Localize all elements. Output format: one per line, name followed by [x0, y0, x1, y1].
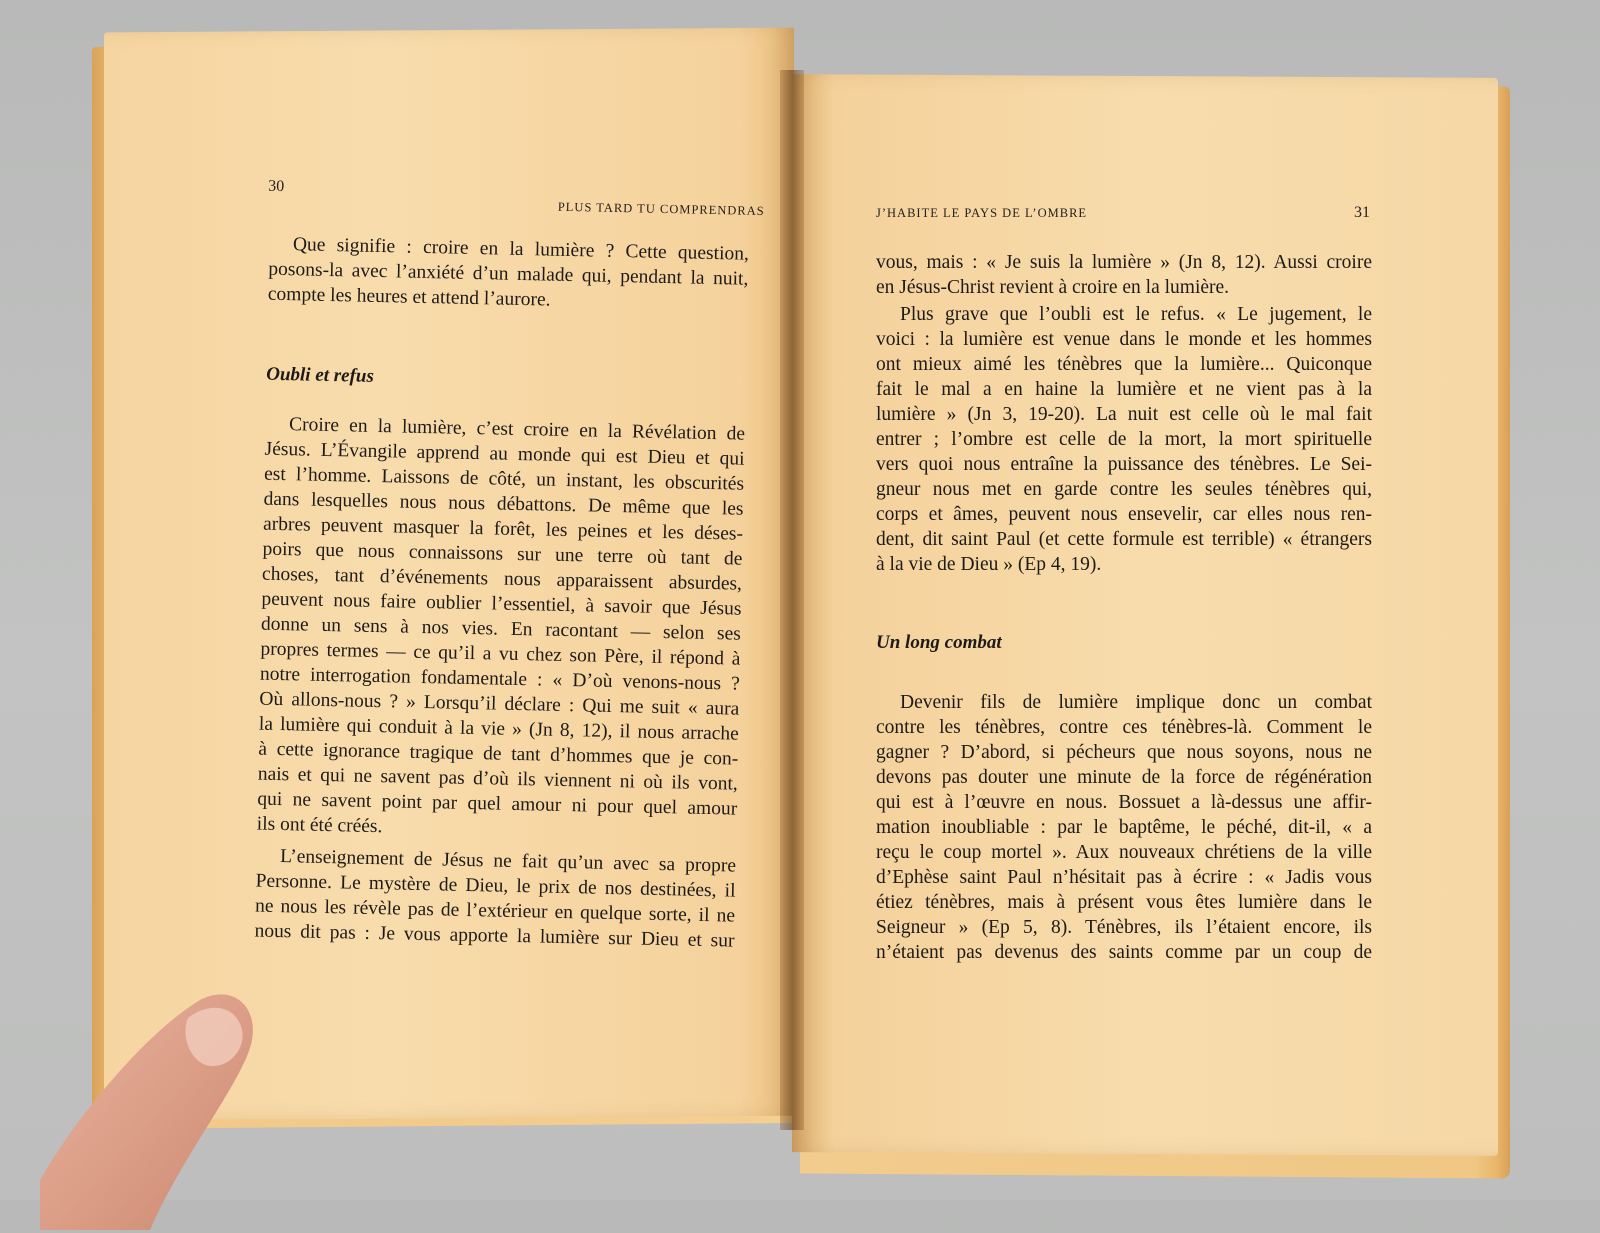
text-line: choses, tant d’événements nous apparaissent absurdes, — [261, 563, 743, 595]
text-line: vous, mais : « Je suis la lumière » (Jn 8, 12). Aussi croire — [876, 252, 1372, 273]
text-line: la lumière qui conduit à la vie » (Jn 8, 12), il nous arrache — [258, 713, 740, 745]
text-line: qui ne savent point par quel amour ni pour quel amour — [257, 788, 738, 820]
text-line: étiez ténèbres, mais à présent vous êtes lumière dans le — [876, 892, 1372, 913]
right-section-heading: Un long combat — [876, 632, 1002, 653]
text-line: mation inoubliable : par le baptême, le péché, dit-il, « a — [876, 817, 1372, 838]
text-line: contre les ténèbres, contre ces ténèbres-là. Comment le — [876, 717, 1372, 738]
right-paragraph-1 — [876, 250, 1372, 300]
text-line: posons-la avec l’anxiété d’un malade qui, pendant la nuit, — [268, 258, 749, 290]
text-line: à la vie de Dieu » (Ep 4, 19). — [876, 554, 1102, 575]
text-line: arbres peuvent masquer la forêt, les peines et les déses- — [262, 513, 744, 545]
text-line: fait le mal a en haine la lumière et ne vient pas à la — [876, 379, 1372, 400]
text-line: d’Ephèse saint Paul n’hésitait pas à écrire : « Jadis vous — [876, 867, 1372, 888]
text-line: gagner ? D’abord, si pécheurs que nous soyons, nous ne — [876, 742, 1372, 763]
text-line: Jésus. L’Évangile apprend au monde qui est Dieu et qui — [264, 438, 745, 470]
text-line: L’enseignement de Jésus ne fait qu’un avec sa propre — [279, 846, 737, 877]
left-running-head: PLUS TARD TU COMPRENDRAS — [557, 199, 765, 219]
text-line: lumière » (Jn 3, 19-20). La nuit est celle où le mal fait — [876, 404, 1372, 425]
text-line: est l’homme. Laissons de côté, un instant, les obscurités — [263, 463, 745, 495]
text-line: entrer ; l’ombre est celle de la mort, la mort spirituelle — [876, 429, 1372, 450]
left-folio: 30 — [267, 177, 285, 195]
text-line: compte les heures et attend l’aurore. — [267, 283, 551, 311]
text-line: dans lesquelles nous nous débattons. De même que les — [263, 488, 744, 520]
text-line: devons pas douter une minute de la force de régénération — [876, 767, 1372, 788]
text-line: n’étaient pas devenus des saints comme par un coup de — [876, 942, 1372, 963]
text-line: nous dit pas : Je vous apporte la lumière sur Dieu et sur — [254, 920, 735, 952]
text-line: poirs que nous connaissons sur une terre où tant de — [262, 538, 743, 570]
text-line: peuvent nous faire oublier l’essentiel, à savoir que Jésus — [261, 588, 742, 620]
left-intro — [268, 232, 749, 317]
right-folio: 31 — [1354, 204, 1370, 221]
text-line: propres termes — ce qu’il a vu chez son Père, il répond à — [260, 638, 741, 670]
finger — [40, 990, 260, 1230]
left-section-heading: Oubli et refus — [266, 363, 375, 387]
left-paragraph-1 — [257, 412, 746, 847]
right-paragraph-2 — [876, 302, 1372, 577]
text-line: Où allons-nous ? » Lorsqu’il déclare : Qui me suit « aura — [259, 688, 740, 720]
right-running-head: J’HABITE LE PAYS DE L’OMBRE — [876, 206, 1088, 220]
text-line: vers quoi nous entraîne la puissance des ténèbres. Le Sei- — [876, 454, 1372, 475]
text-line: dent, dit saint Paul (et cette formule est terrible) « étrangers — [876, 529, 1372, 550]
text-line: reçu le coup mortel ». Aux nouveaux chrétiens de la ville — [876, 842, 1372, 863]
text-line: qui est à l’œuvre en nous. Bossuet a là-dessus une affir- — [876, 792, 1372, 813]
text-line: à cette ignorance tragique de tant d’hommes que je con- — [258, 738, 739, 770]
text-line: Plus grave que l’oubli est le refus. « Le jugement, le — [900, 304, 1372, 325]
left-paragraph-2 — [254, 844, 736, 954]
right-paragraph-3 — [876, 690, 1372, 965]
text-line: corps et âmes, peuvent nous ensevelir, car elles nous ren- — [876, 504, 1372, 525]
text-line: ne nous les révèle pas de l’extérieur en quelque sorte, il ne — [254, 895, 736, 927]
text-line: Devenir fils de lumière implique donc un combat — [900, 692, 1372, 713]
text-line: ils ont été créés. — [256, 813, 383, 838]
text-line: nais et qui ne savent pas d’où ils viennent ni où ils vont, — [257, 763, 738, 795]
text-line: notre interrogation fondamentale : « D’où venons-nous ? — [259, 663, 741, 695]
text-line: gneur nous met en garde contre les seules ténèbres qui, — [876, 479, 1372, 500]
text-line: voici : la lumière est venue dans le monde et les hommes — [876, 329, 1372, 350]
text-line: Seigneur » (Ep 5, 8). Ténèbres, ils l’étaient encore, ils — [876, 917, 1372, 938]
text-line: en Jésus-Christ revient à croire en la lumière. — [876, 277, 1230, 298]
text-line: Que signifie : croire en la lumière ? Cette question, — [292, 234, 750, 265]
text-line: Croire en la lumière, c’est croire en la Révélation de — [288, 414, 746, 445]
text-line: ont mieux aimé les ténèbres que la lumière... Quiconque — [876, 354, 1372, 375]
text-line: Personne. Le mystère de Dieu, le prix de nos destinées, il — [255, 870, 736, 902]
text-line: donne un sens à nos vies. En racontant — selon ses — [260, 613, 742, 645]
